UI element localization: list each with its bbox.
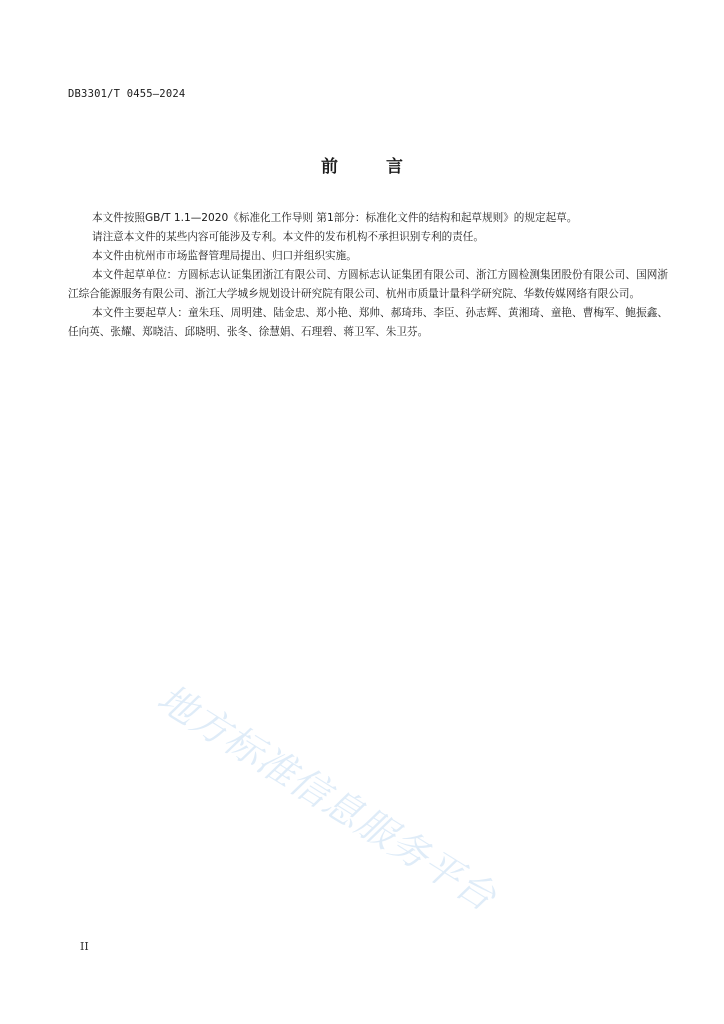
paragraph-main-drafters: 本文件主要起草人：童朱珏、周明建、陆金忠、郑小艳、郑帅、郝琦玮、李臣、孙志辉、黄湘琦、童艳、曹梅军、鲍振鑫、任向英、张耀、郑晓洁、邱晓明、张冬、徐慧娟、石理碧、蒋卫军、朱卫芬。 — [68, 307, 668, 338]
paragraph-drafting-basis: 本文件按照GB/T 1.1—2020《标准化工作导则 第1部分：标准化文件的结构和起草规则》的规定起草。 — [92, 212, 578, 224]
page-number: II — [80, 940, 89, 953]
paragraph-patent-notice: 请注意本文件的某些内容可能涉及专利。本文件的发布机构不承担识别专利的责任。 — [92, 231, 484, 243]
foreword-body — [68, 209, 668, 342]
page-title: 前言 — [321, 157, 451, 177]
standard-code: DB3301/T 0455—2024 — [68, 88, 186, 100]
paragraph-drafting-units: 本文件起草单位：方圆标志认证集团浙江有限公司、方圆标志认证集团有限公司、浙江方圆检测集团股份有限公司、国网浙江综合能源服务有限公司、浙江大学城乡规划设计研究院有限公司、杭州市质量计量科学研究院、华数传媒网络有限公司。 — [68, 269, 668, 300]
paragraph-proposer: 本文件由杭州市市场监督管理局提出、归口并组织实施。 — [92, 250, 357, 262]
watermark: 地方标准信息服务平台 — [149, 675, 504, 920]
